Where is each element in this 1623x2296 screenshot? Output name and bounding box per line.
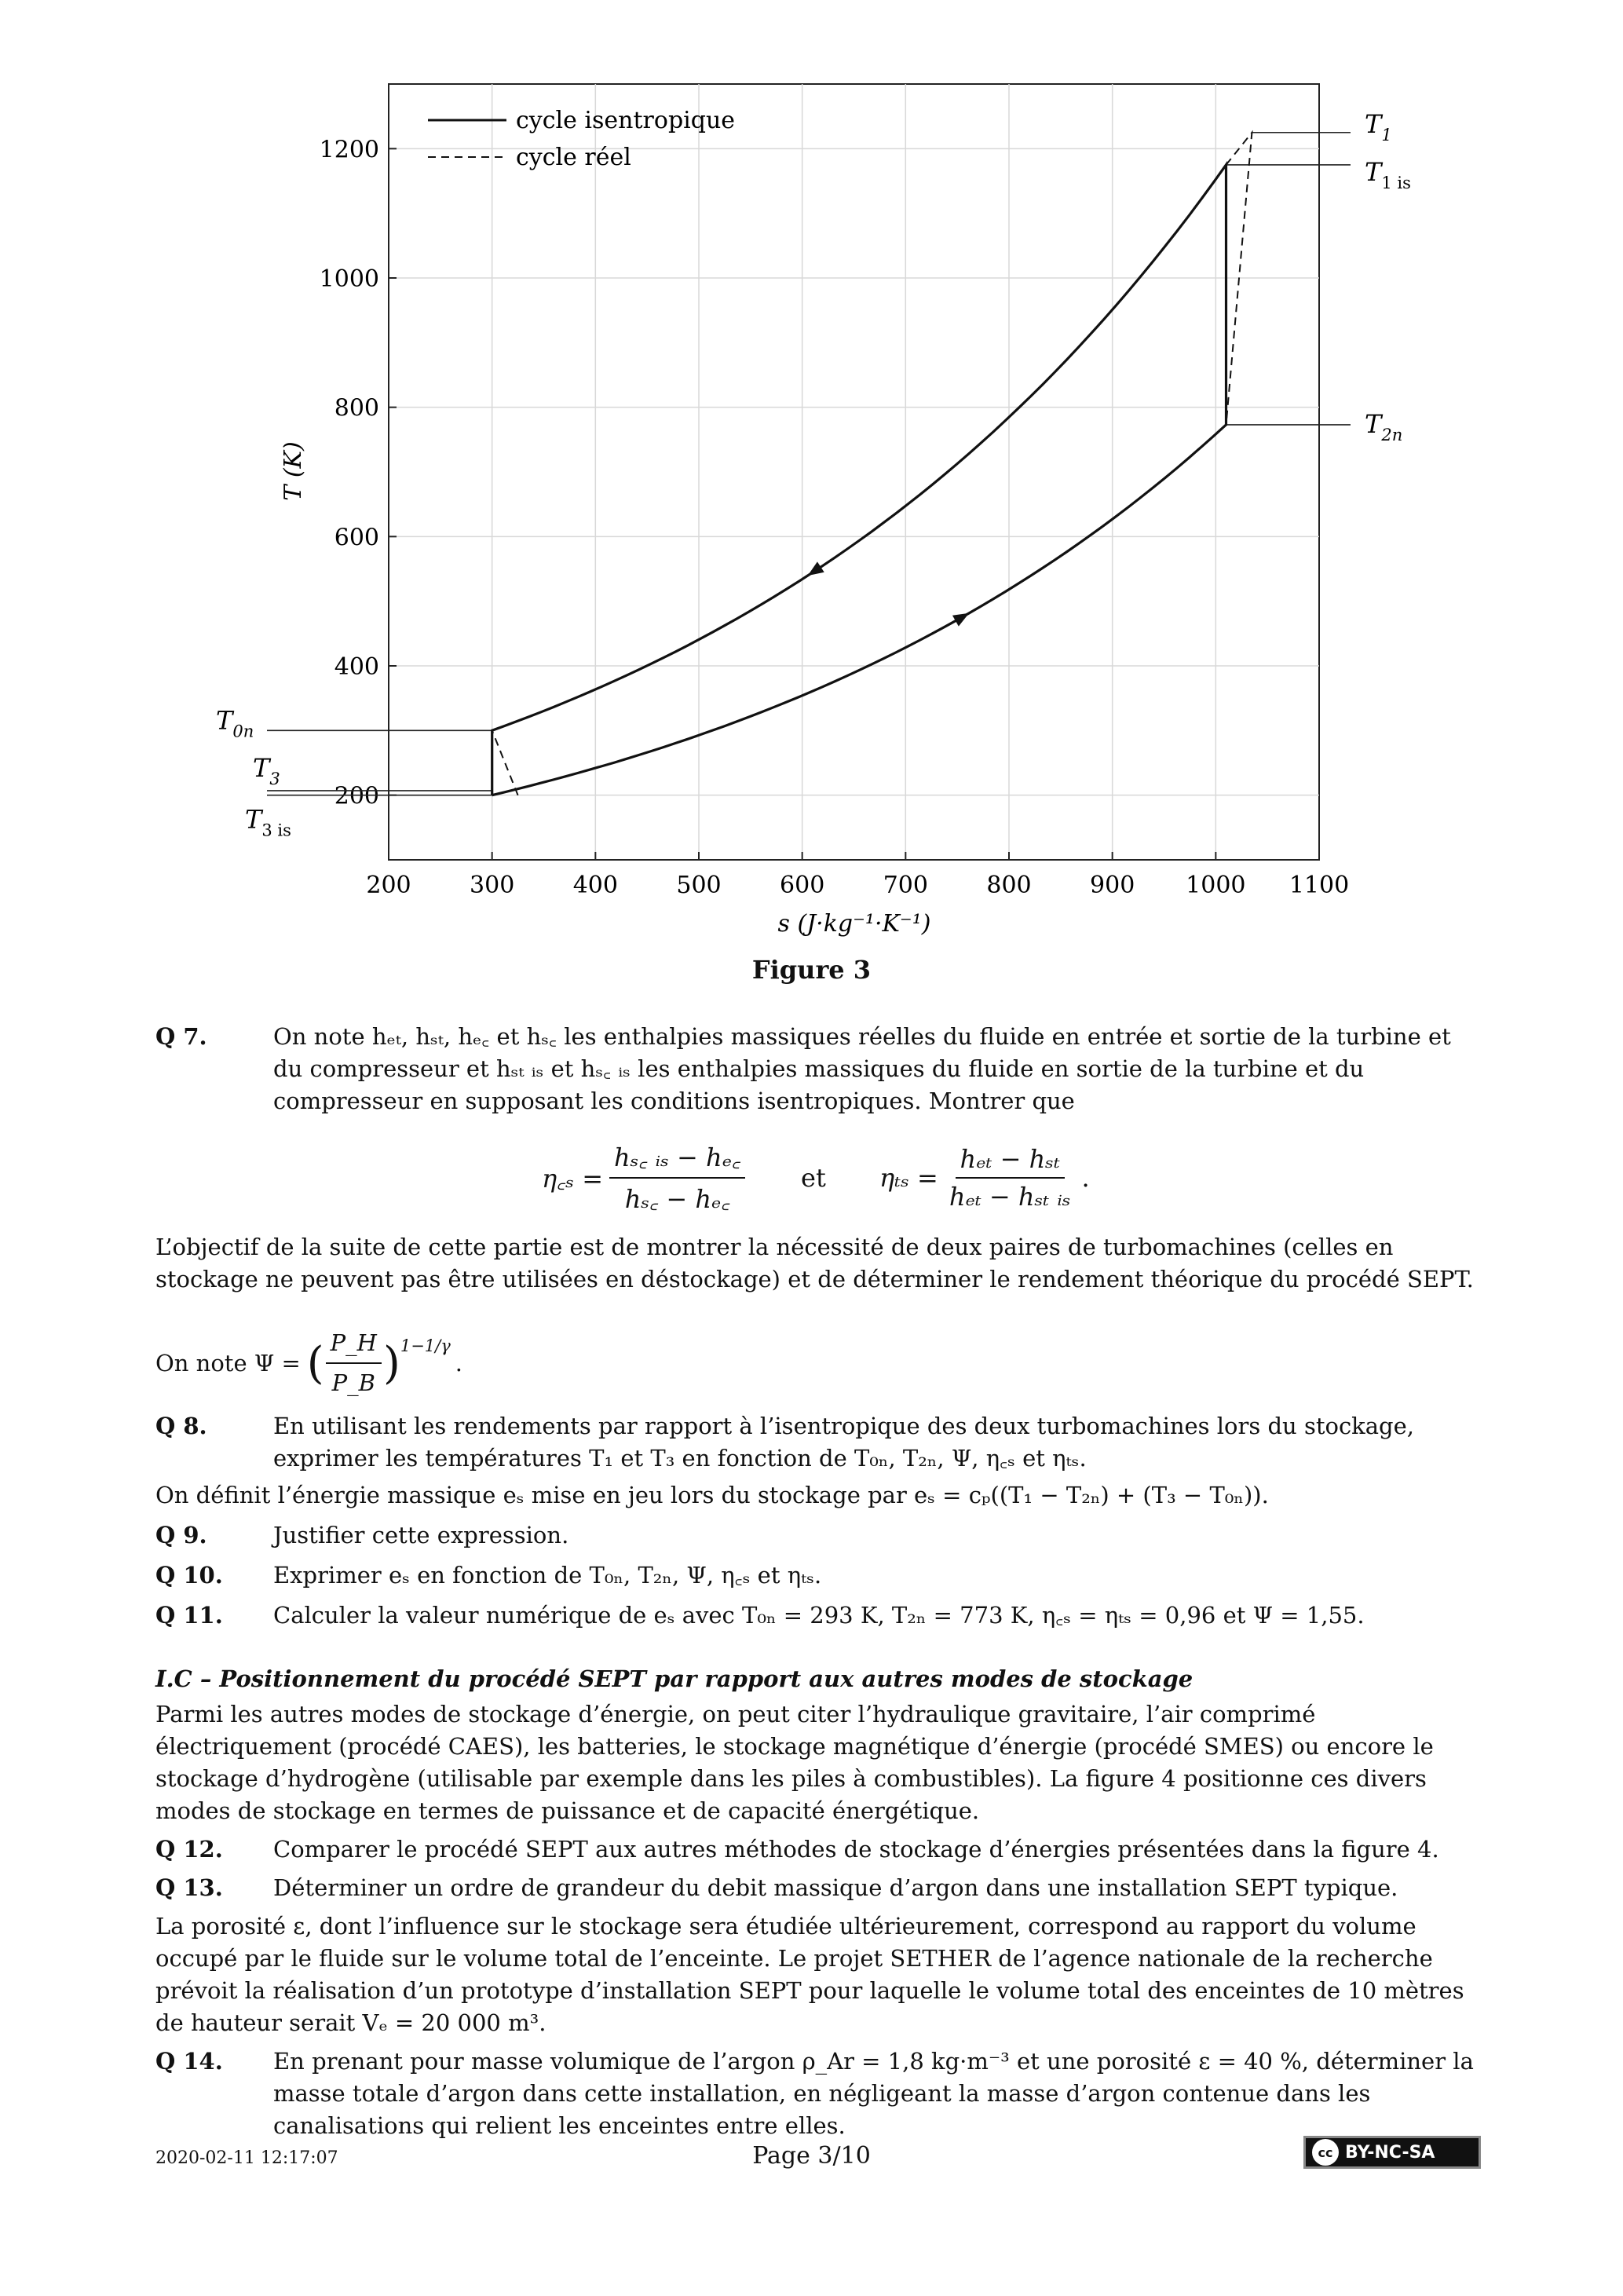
level-label: $T_{2n}$: [1365, 408, 1403, 444]
page-number: Page 3/10: [752, 2142, 871, 2170]
psi-exponent: 1−1/γ: [400, 1336, 451, 1355]
level-label-subscript: 3: [269, 769, 280, 788]
question-number: Q 8.: [155, 1413, 207, 1439]
question-text: En utilisant les rendements par rapport à l’isentropique des deux turbomachines lors du stockage, exprimer les températures T₁ et T₃ en fonction de T₀ₙ, T₂ₙ, Ψ, η꜀ₛ et ηₜₛ.: [273, 1413, 1414, 1472]
license-text: BY-NC-SA: [1345, 2142, 1435, 2163]
tick-label-x: 200: [366, 872, 411, 899]
x-axis-label: s (J·kg⁻¹·K⁻¹): [777, 910, 931, 938]
eta-ts-lhs: ηₜₛ =: [879, 1163, 938, 1193]
paren-left: (: [306, 1337, 324, 1389]
question-7: [155, 1021, 1475, 1117]
legend: [428, 107, 735, 171]
footer-timestamp: 2020-02-11 12:17:07: [155, 2148, 338, 2168]
cycle-curves: [492, 133, 1252, 795]
axis-ticks: [389, 148, 1319, 860]
y-tick-labels: [320, 136, 379, 810]
question-text: On note hₑₜ, hₛₜ, hₑ꜀ et hₛ꜀ les enthalpies massiques réelles du fluide en entrée et sortie de la turbine et du compresseur et hₛₜ ᵢₛ et hₛ꜀ ᵢₛ les enthalpies massiques du fluide en sortie de la turbine et du compresseur en supposant les conditions isentropiques. Montrer que: [273, 1023, 1451, 1114]
real-compression-dashed-line: [492, 730, 518, 795]
tick-label-y: 200: [334, 782, 379, 810]
upper-isobar-arrow: [808, 561, 824, 576]
question-13: [155, 1872, 1475, 1904]
tick-label-x: 1100: [1289, 872, 1350, 899]
q8-q11-block: [155, 1410, 1475, 1632]
tick-label-y: 800: [334, 394, 379, 422]
psi-fraction: [326, 1327, 382, 1399]
psi-numerator: P_H: [326, 1327, 382, 1364]
objective-paragraph: L’objectif de la suite de cette partie est de montrer la nécessité de deux paires de turbomachines (celles en stockage ne peuvent pas être utilisées en déstockage) et de déterminer le rendement théorique du procédé SEPT.: [155, 1234, 1474, 1292]
eta-cs-numerator: hₛ꜀ ᵢₛ − hₑ꜀: [609, 1140, 745, 1179]
eta-cs-lhs: η꜀ₛ =: [542, 1163, 604, 1194]
question-text: Comparer le procédé SEPT aux autres méthodes de stockage d’énergies présentées dans la figure 4.: [273, 1836, 1439, 1863]
psi-denominator: P_B: [331, 1369, 375, 1396]
porosity-paragraph: La porosité ε, dont l’influence sur le stockage sera étudiée ultérieurement, correspond au rapport du volume occupé par le fluide sur le volume total de l’enceinte. Le projet SETHER de l’agence nationale de la recherche prévoit la réalisation d’un prototype d’installation SEPT pour laquelle le volume total des enceintes de 10 mètres de hauteur serait Vₑ = 20 000 m³.: [155, 1913, 1464, 2036]
level-lines: [216, 109, 1411, 840]
question-number: Q 10.: [155, 1562, 223, 1589]
question-number: Q 11.: [155, 1602, 223, 1629]
level-label-subscript: 1: [1381, 125, 1392, 144]
tick-label-y: 600: [334, 524, 379, 552]
level-label-subscript: 2n: [1381, 425, 1403, 444]
question-9: [155, 1519, 1475, 1552]
real-expansion-dashed-line: [1226, 133, 1252, 425]
section-ic: [155, 1663, 1475, 2142]
question-14: [155, 2046, 1475, 2142]
plot-frame: [389, 84, 1319, 860]
ts-diagram: [0, 0, 1623, 942]
efficiency-equations: [0, 1131, 1623, 1225]
tick-label-x: 600: [780, 872, 825, 899]
tick-label-y: 1200: [319, 136, 379, 164]
eta-cs-fraction: [609, 1140, 745, 1216]
level-label: $T_3$: [253, 752, 280, 788]
eta-ts-fraction: [945, 1144, 1076, 1212]
tick-label-x: 500: [676, 872, 722, 899]
q7-block: [155, 1021, 1475, 1117]
tick-label-x: 800: [986, 872, 1032, 899]
level-label: $T_1$: [1365, 108, 1392, 144]
question-11: [155, 1600, 1475, 1632]
psi-definition: [155, 1324, 1475, 1402]
eta-ts-denominator: hₑₜ − hₛₜ ᵢₛ: [949, 1182, 1071, 1212]
tick-label-x: 400: [572, 872, 618, 899]
tick-label-y: 1000: [319, 265, 379, 293]
section-paragraph: Parmi les autres modes de stockage d’énergie, on peut citer l’hydraulique gravitaire, l’air comprimé électriquement (procédé CAES), les batteries, le stockage magnétique d’énergie (procédé SMES) ou encore le stockage d’hydrogène (utilisable par exemple dans les piles à combustibles). La figure 4 positionne ces divers modes de stockage en termes de puissance et de capacité énergétique.: [155, 1701, 1434, 1824]
eta-ts-equation: [879, 1131, 1090, 1225]
level-label-subscript: 3 is: [261, 821, 291, 840]
question-10: [155, 1559, 1475, 1592]
tick-label-y: 400: [334, 653, 379, 681]
question-8: [155, 1410, 1475, 1475]
eta-ts-end: .: [1081, 1163, 1090, 1193]
isentropic-cycle-line: [492, 165, 1226, 795]
y-axis-label: T (K): [280, 441, 307, 501]
question-number: Q 9.: [155, 1522, 207, 1548]
license-badge: [1303, 2136, 1481, 2169]
level-label-subscript: 1 is: [1381, 173, 1411, 192]
figure-caption: Figure 3: [751, 955, 872, 985]
objective-block: [155, 1231, 1475, 1296]
grid: [389, 84, 1319, 860]
legend-label-isentropic: cycle isentropique: [516, 107, 736, 134]
psi-prefix: On note Ψ =: [155, 1349, 301, 1377]
question-number: Q 13.: [155, 1874, 223, 1901]
cc-icon: cc: [1312, 2139, 1339, 2166]
question-text: Déterminer un ordre de grandeur du debit massique d’argon dans une installation SEPT typique.: [273, 1874, 1398, 1901]
question-number: Q 7.: [155, 1023, 207, 1050]
section-title: I.C – Positionnement du procédé SEPT par rapport aux autres modes de stockage: [155, 1665, 1193, 1692]
question-number: Q 14.: [155, 2048, 223, 2075]
eta-cs-equation: [542, 1131, 751, 1225]
level-label: $T_{3 is}$: [245, 804, 291, 840]
lower-isobar-arrow: [952, 613, 969, 627]
paren-right: ): [382, 1337, 400, 1389]
tick-label-x: 300: [470, 872, 515, 899]
question-text: Justifier cette expression.: [273, 1522, 569, 1548]
question-text: En prenant pour masse volumique de l’argon ρ_Ar = 1,8 kg·m⁻³ et une porosité ε = 40 %, déterminer la masse totale d’argon dans cette installation, en négligeant la masse d’argon contenue dans les canalisations qui relient les enceintes entre elles.: [273, 2048, 1474, 2139]
eta-cs-denominator: hₛ꜀ − hₑ꜀: [624, 1184, 730, 1214]
psi-end: .: [455, 1349, 462, 1377]
et-word: et: [801, 1163, 826, 1193]
tick-label-x: 700: [883, 872, 928, 899]
level-label-subscript: 0n: [232, 722, 254, 741]
legend-label-real: cycle réel: [516, 144, 631, 171]
level-label: $T_{1 is}$: [1365, 156, 1411, 192]
x-tick-labels: [366, 872, 1349, 899]
es-definition: On définit l’énergie massique eₛ mise en jeu lors du stockage par eₛ = cₚ((T₁ − T₂ₙ) + (T₃ − T₀ₙ)).: [155, 1482, 1269, 1508]
level-label: $T_{0n}$: [216, 705, 254, 741]
equation-connector: [801, 1131, 826, 1225]
tick-label-x: 1000: [1186, 872, 1246, 899]
question-text: Calculer la valeur numérique de eₛ avec T₀ₙ = 293 K, T₂ₙ = 773 K, η꜀ₛ = ηₜₛ = 0,96 et Ψ = 1,55.: [273, 1602, 1365, 1629]
question-12: [155, 1834, 1475, 1866]
question-number: Q 12.: [155, 1836, 223, 1863]
eta-ts-numerator: hₑₜ − hₛₜ: [956, 1144, 1065, 1179]
question-text: Exprimer eₛ en fonction de T₀ₙ, T₂ₙ, Ψ, η꜀ₛ et ηₜₛ.: [273, 1562, 822, 1589]
tick-label-x: 900: [1090, 872, 1135, 899]
